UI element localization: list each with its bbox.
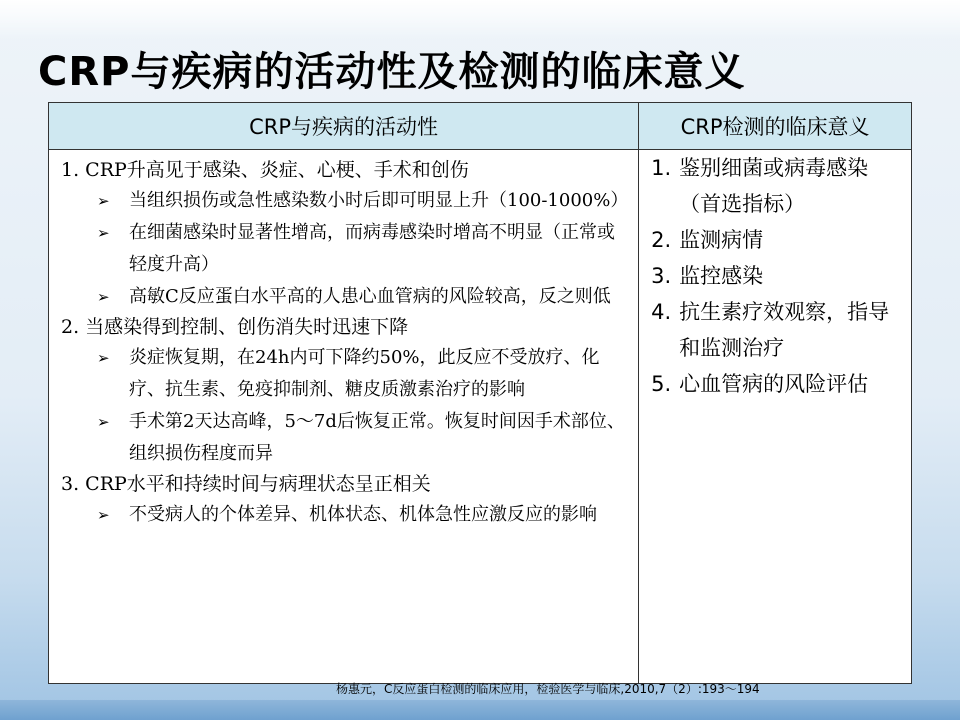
activity-subitem-text: 炎症恢复期，在24h内可下降约50%，此反应不受放疗、化疗、抗生素、免疫抑制剂、糖皮质激素治疗的影响 xyxy=(129,347,600,400)
significance-text: 监控感染 xyxy=(679,264,764,288)
significance-text: 心血管病的风险评估 xyxy=(679,372,869,396)
significance-text: 监测病情 xyxy=(679,228,764,252)
significance-item xyxy=(651,294,901,366)
significance-number: 5. xyxy=(651,372,672,396)
activity-subitem xyxy=(61,342,628,406)
bottom-band xyxy=(0,700,960,720)
activity-subitem-text: 高敏C反应蛋白水平高的人患心血管病的风险较高，反之则低 xyxy=(129,286,611,307)
header-clinical-significance: CRP检测的临床意义 xyxy=(639,103,912,150)
arrow-bullet-icon: ➢ xyxy=(97,224,110,242)
activity-subitem xyxy=(61,185,628,217)
arrow-bullet-icon: ➢ xyxy=(97,192,110,210)
activity-subitem-text: 不受病人的个体差异、机体状态、机体急性应激反应的影响 xyxy=(129,504,597,525)
header-disease-activity: CRP与疾病的活动性 xyxy=(49,103,639,150)
arrow-bullet-icon: ➢ xyxy=(97,288,110,306)
significance-number: 2. xyxy=(651,228,672,252)
activity-item: 1. CRP升高见于感染、炎症、心梗、手术和创伤 xyxy=(61,159,469,181)
activity-item: 2. 当感染得到控制、创伤消失时迅速下降 xyxy=(61,316,409,338)
significance-item xyxy=(651,258,901,294)
significance-number: 4. xyxy=(651,300,672,324)
crp-table xyxy=(48,102,912,684)
significance-number: 1. xyxy=(651,156,672,180)
significance-item xyxy=(651,222,901,258)
significance-list xyxy=(651,150,901,402)
activity-subitem xyxy=(61,217,628,281)
significance-cell xyxy=(639,150,912,684)
table-body-row xyxy=(49,150,912,684)
activity-subitem xyxy=(61,499,628,531)
slide-title: CRP与疾病的活动性及检测的临床意义 xyxy=(38,49,746,95)
activity-subitem xyxy=(61,281,628,313)
significance-text: 抗生素疗效观察，指导和监测治疗 xyxy=(679,300,890,360)
activity-item: 3. CRP水平和持续时间与病理状态呈正相关 xyxy=(61,473,431,495)
top-glow xyxy=(0,0,960,40)
arrow-bullet-icon: ➢ xyxy=(97,506,110,524)
activity-subitem xyxy=(61,406,628,470)
activity-subitem-text: 在细菌感染时显著性增高，而病毒感染时增高不明显（正常或轻度升高） xyxy=(129,222,615,275)
significance-number: 3. xyxy=(651,264,672,288)
arrow-bullet-icon: ➢ xyxy=(97,413,110,431)
significance-item xyxy=(651,150,901,222)
activity-subitem-text: 手术第2天达高峰，5～7d后恢复正常。恢复时间因手术部位、组织损伤程度而异 xyxy=(129,411,625,464)
table-header-row xyxy=(49,103,912,150)
activity-subitem-text: 当组织损伤或急性感染数小时后即可明显上升（100-1000%） xyxy=(129,190,629,211)
significance-item xyxy=(651,366,901,402)
arrow-bullet-icon: ➢ xyxy=(97,349,110,367)
significance-text: 鉴别细菌或病毒感染（首选指标） xyxy=(679,156,869,216)
activity-cell xyxy=(49,150,639,684)
citation: 杨惠元，C反应蛋白检测的临床应用，检验医学与临床,2010,7（2）:193～194 xyxy=(336,682,760,696)
